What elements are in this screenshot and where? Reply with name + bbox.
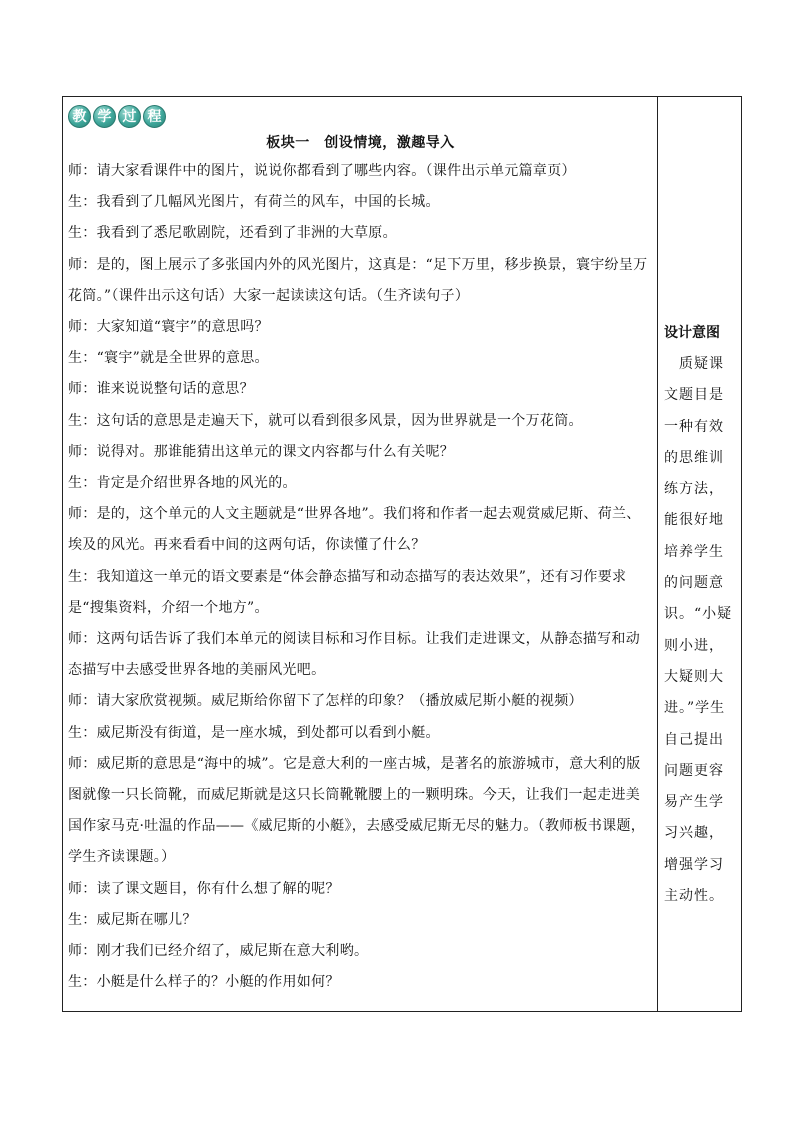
column-divider xyxy=(657,97,658,1011)
heading-badge: 程 xyxy=(143,105,166,128)
dialogue-paragraph: 师：威尼斯的意思是“海中的城”。它是意大利的一座古城，是著名的旅游城市，意大利的版图就像一只长筒靴，而威尼斯就是这只长筒靴靴腰上的一颗明珠。今天，让我们一起走进美国作家马克·吐温的作品——《威尼斯的小艇》，去感受威尼斯无尽的魅力。（教师板书课题，学生齐读课题。） xyxy=(68,755,646,866)
dialogue-paragraph: 师：大家知道“寰宇”的意思吗？ xyxy=(68,319,269,336)
lesson-process-column xyxy=(68,102,653,998)
dialogue-paragraph: 生：我知道这一单元的语文要素是“体会静态描写和动态描写的表达效果”，还有习作要求是“搜集资料，介绍一个地方”。 xyxy=(68,568,627,616)
dialogue-paragraph: 生：威尼斯没有街道，是一座水城，到处都可以看到小艇。 xyxy=(68,724,440,741)
dialogue-paragraph: 生：我看到了几幅风光图片，有荷兰的风车，中国的长城。 xyxy=(68,194,440,211)
dialogue-paragraph: 生：肯定是介绍世界各地的风光的。 xyxy=(68,475,297,492)
dialogue-paragraph: 师：读了课文题目，你有什么想了解的呢？ xyxy=(68,880,340,897)
design-intent-text: 质疑课文题目是一种有效的思维训练方法，能很好地培养学生的问题意识。“小疑则小进，大疑则大进。”学生自己提出问题更容易产生学习兴趣，增强学习主动性。 xyxy=(664,356,733,905)
dialogue-paragraph: 师：说得对。那谁能猜出这单元的课文内容都与什么有关呢？ xyxy=(68,443,455,460)
section-title: 板块一 创设情境，激趣导入 xyxy=(266,135,455,151)
lesson-table xyxy=(62,96,742,1012)
dialogue-paragraph: 师：谁来说说整句话的意思？ xyxy=(68,381,254,398)
teaching-process-heading xyxy=(68,102,653,130)
heading-badge: 教 xyxy=(68,105,91,128)
dialogue-paragraph: 师：是的，这个单元的人文主题就是“世界各地”。我们将和作者一起去观赏威尼斯、荷兰、埃及的风光。再来看看中间的这两句话，你读懂了什么？ xyxy=(68,506,641,554)
dialogue-paragraph: 师：是的，图上展示了多张国内外的风光图片，这真是：“足下万里，移步换景，寰宇纷呈万花筒。”（课件出示这句话）大家一起读读这句话。（生齐读句子） xyxy=(68,256,648,304)
dialogue-paragraph: 师：刚才我们已经介绍了，威尼斯在意大利哟。 xyxy=(68,943,369,960)
dialogue-paragraph: 生：“寰宇”就是全世界的意思。 xyxy=(68,350,269,367)
dialogue-paragraph: 生：这句话的意思是走遍天下，就可以看到很多风景，因为世界就是一个万花筒。 xyxy=(68,412,583,429)
heading-badge: 过 xyxy=(118,105,141,128)
dialogue-paragraph: 师：这两句话告诉了我们本单元的阅读目标和习作目标。让我们走进课文，从静态描写和动态描写中去感受世界各地的美丽风光吧。 xyxy=(68,631,640,679)
dialogue xyxy=(68,156,653,998)
design-intent-title: 设计意图 xyxy=(664,325,720,341)
dialogue-paragraph: 生：小艇是什么样子的？小艇的作用如何？ xyxy=(68,974,340,991)
dialogue-paragraph: 生：我看到了悉尼歌剧院，还看到了非洲的大草原。 xyxy=(68,225,397,242)
dialogue-paragraph: 生：威尼斯在哪儿？ xyxy=(68,911,197,928)
dialogue-paragraph: 师：请大家看课件中的图片，说说你都看到了哪些内容。（课件出示单元篇章页） xyxy=(68,163,576,179)
design-intent-column xyxy=(664,317,736,912)
heading-badge: 学 xyxy=(93,105,116,128)
dialogue-paragraph: 师：请大家欣赏视频。威尼斯给你留下了怎样的印象？（播放威尼斯小艇的视频） xyxy=(68,693,583,710)
